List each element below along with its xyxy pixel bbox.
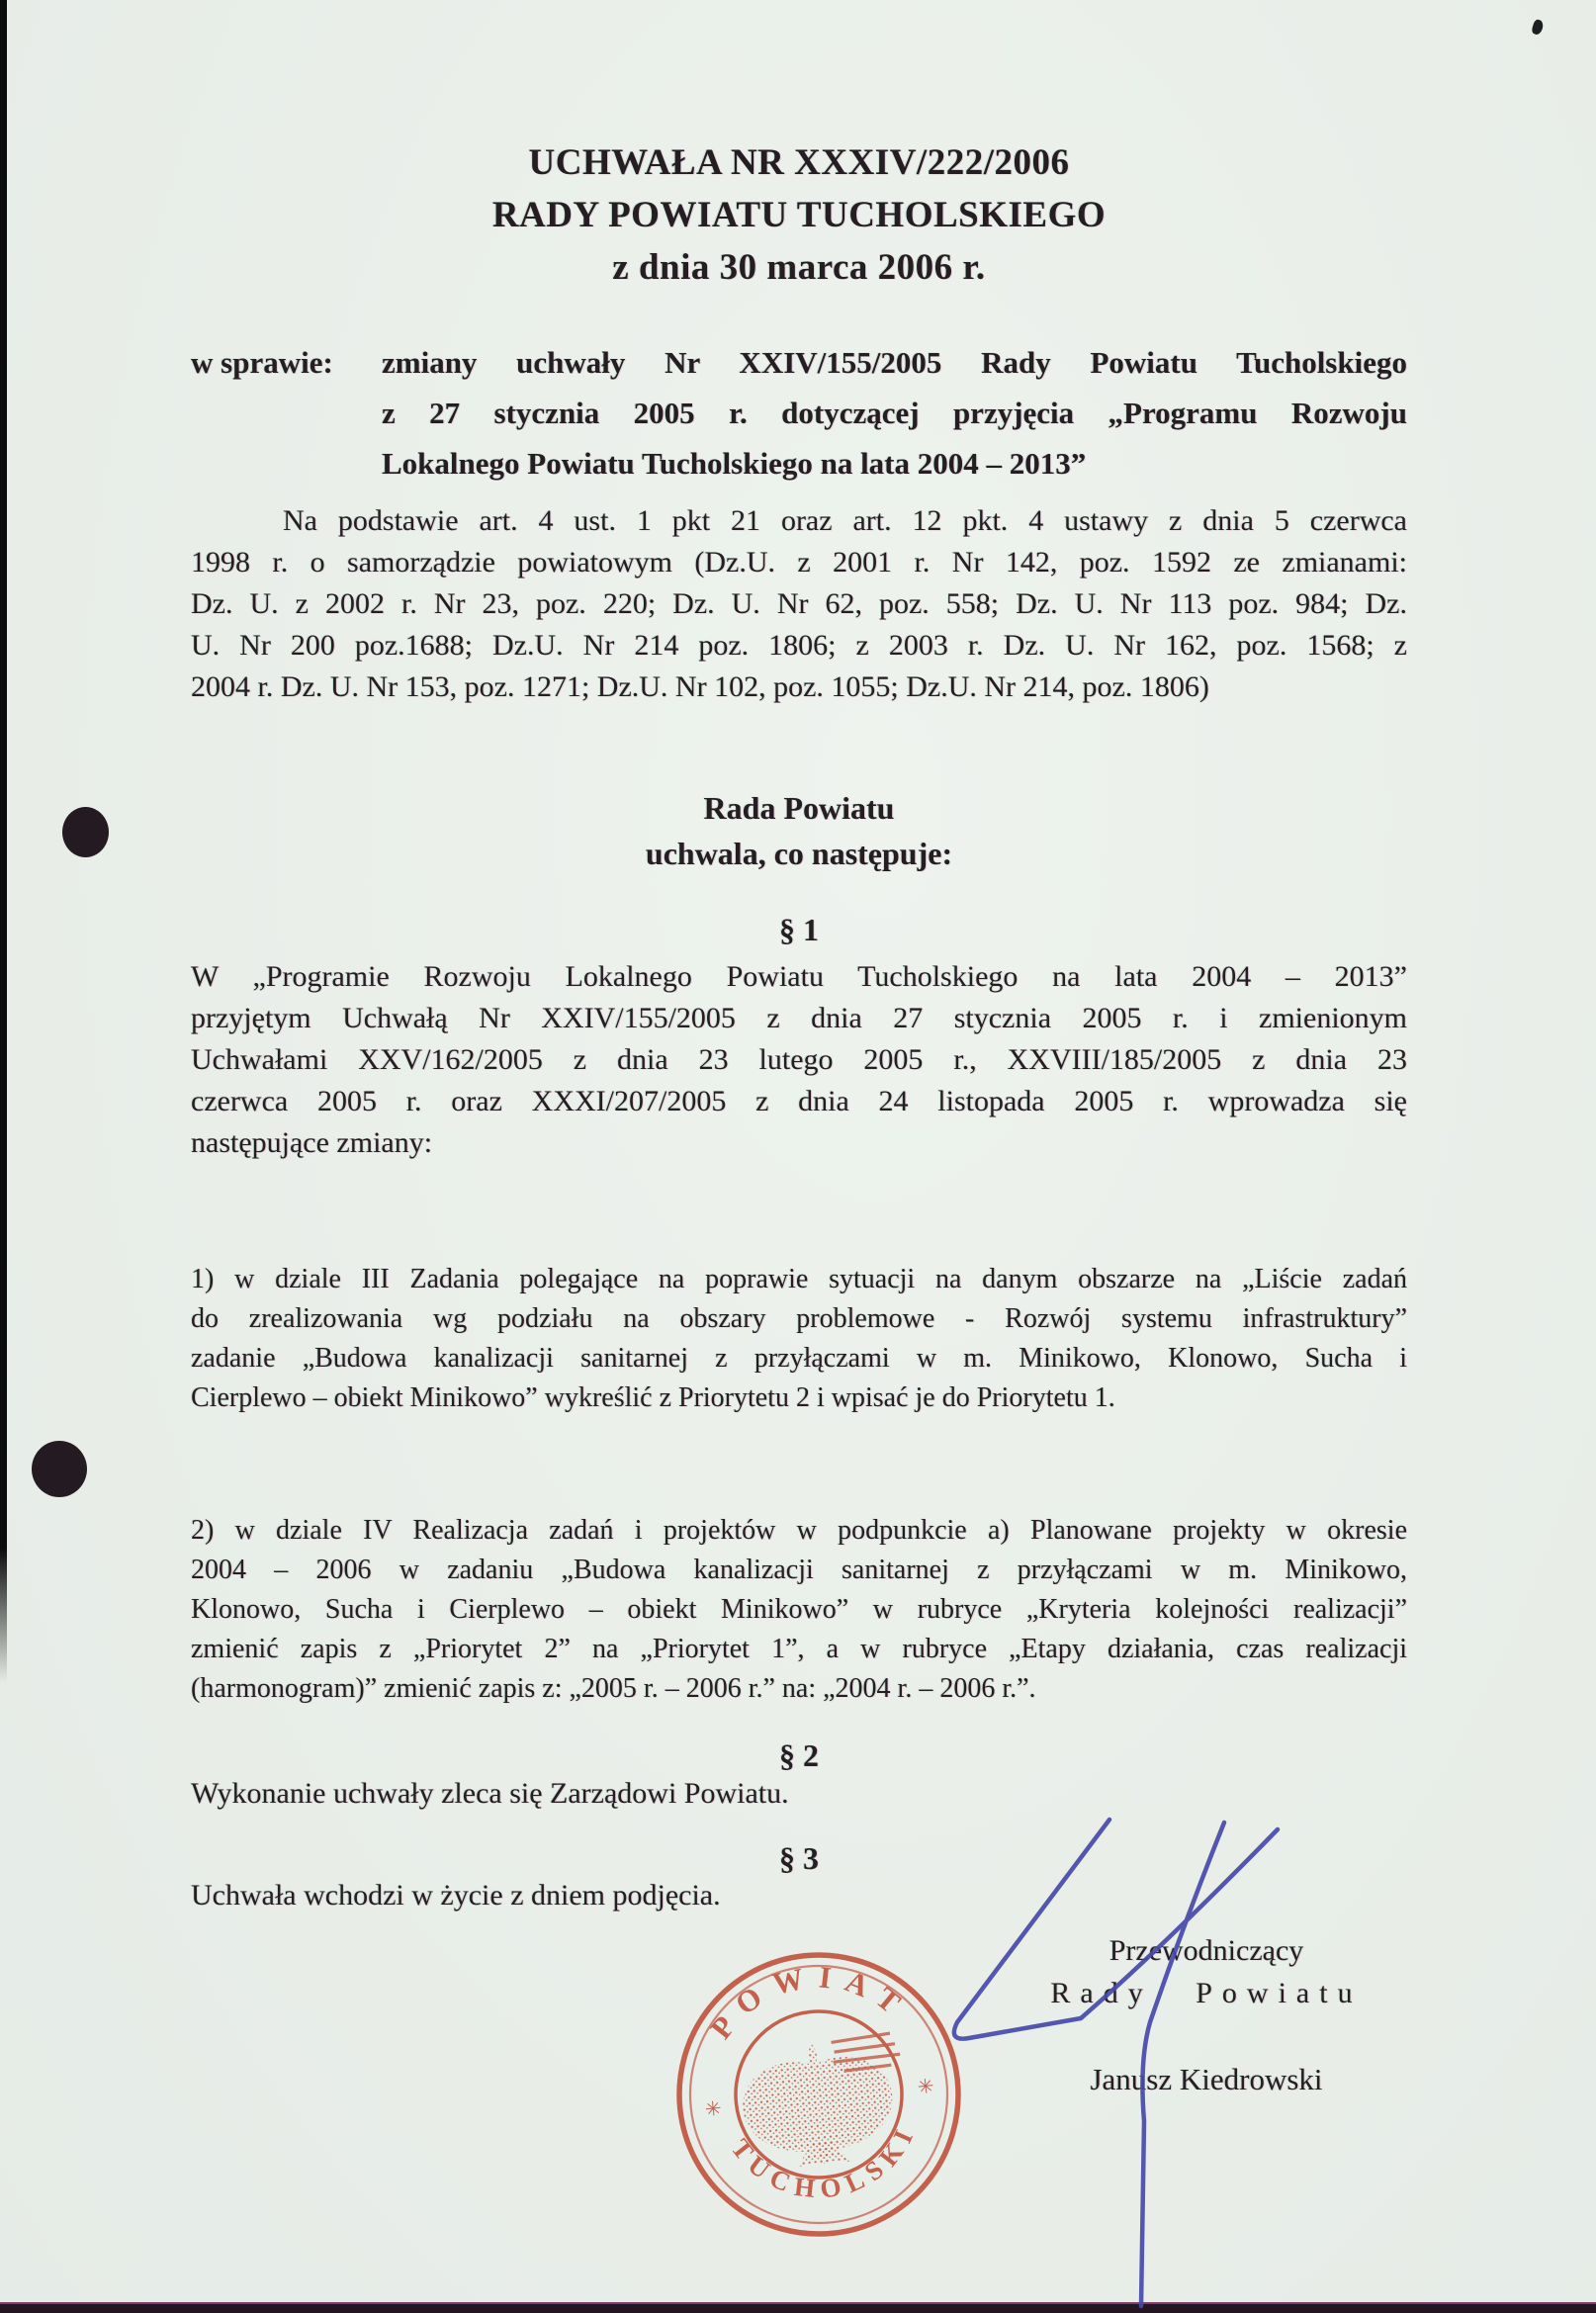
text-line: (harmonogram)” zmienić zapis z: „2005 r. – 2006 r.” na: „2004 r. – 2006 r.”. [191,1673,1036,1704]
text-line: 1) w dziale III Zadania polegające na poprawie sytuacji na danym obszarze na „Liście zadań [191,1264,1407,1294]
text-line: Dz. U. z 2002 r. Nr 23, poz. 220; Dz. U. Nr 62, poz. 558; Dz. U. Nr 113 poz. 984; Dz. [191,587,1407,620]
handwritten-signature [890,1795,1315,2313]
text-line: U. Nr 200 poz.1688; Dz.U. Nr 214 poz. 1806; z 2003 r. Dz. U. Nr 162, poz. 1568; z [191,629,1407,662]
seal-left-star-icon: ✳ [703,2097,723,2122]
seal-bottom-text: TUCHOLSKI [725,2118,923,2204]
text-line: Cierplewo – obiekt Minikowo” wykreślić z Priorytetu 2 i wpisać je do Priorytetu 1. [191,1382,1115,1413]
text-line: zmiany uchwały Nr XXIV/155/2005 Rady Powiatu Tucholskiego [382,345,1407,380]
seal-top-text: POWIAT [703,1958,918,2046]
text-line: z 27 stycznia 2005 r. dotyczącej przyjęcia „Programu Rozwoju [382,396,1407,430]
text-line: z dnia 30 marca 2006 r. [612,247,986,288]
text-line: do zrealizowania wg podziału na obszary problemowe - Rozwój systemu infrastruktury” [191,1303,1407,1334]
section-3-text: Uchwała wchodzi w życie z dniem podjęcia. [191,1879,721,1912]
signatory-role-line1: Przewodniczący [1108,1934,1304,1967]
subject-text [382,337,1407,489]
legal-basis-paragraph [191,500,1407,708]
text-line: Klonowo, Sucha i Cierplewo – obiekt Minikowo” w rubryce „Kryteria kolejności realizacji” [191,1594,1407,1625]
text-line: 2004 r. Dz. U. Nr 153, poz. 1271; Dz.U. Nr 102, poz. 1055; Dz.U. Nr 214, poz. 1806) [191,670,1209,703]
text-line: zadanie „Budowa kanalizacji sanitarnej z przyłączami w m. Minikowo, Klonowo, Sucha i [191,1343,1407,1374]
section-1-heading: § 1 [779,912,819,947]
section-3-heading: § 3 [779,1840,819,1876]
text-line: Na podstawie art. 4 ust. 1 pkt 21 oraz art. 12 pkt. 4 ustawy z dnia 5 czerwca [283,504,1407,537]
section-2-heading: § 2 [779,1737,819,1773]
scan-edge-strip [0,0,7,1683]
scan-bottom-edge [0,2302,1596,2313]
amendment-item-1 [191,1260,1407,1418]
seal-right-star-icon: ✳ [916,2075,935,2099]
scan-speck [1531,19,1545,36]
text-line: Lokalnego Powiatu Tucholskiego na lata 2004 – 2013” [382,446,1087,481]
resolution-title [191,136,1407,294]
signatory-role-line2: Rady Powiatu [1050,1977,1363,2009]
text-line: uchwala, co następuje: [645,836,953,871]
text-line: zmienić zapis z „Priorytet 2” na „Priorytet 1”, a w rubryce „Etapy działania, czas realizacji [191,1634,1407,1664]
text-line: UCHWAŁA NR XXXIV/222/2006 [528,142,1070,183]
signatory-name: Janusz Kiedrowski [1090,2062,1323,2096]
text-line: Rada Powiatu [703,790,895,826]
text-line: przyjętym Uchwałą Nr XXIV/155/2005 z dnia 27 stycznia 2005 r. i zmienionym [191,1002,1407,1034]
enacting-formula [191,785,1407,876]
subject-label: w sprawie: [191,345,333,380]
punch-hole-bottom [32,1441,87,1497]
subject-block [191,337,1407,489]
punch-hole-top [62,807,109,857]
section-1-paragraph [191,956,1407,1164]
text-line: czerwca 2005 r. oraz XXXI/207/2005 z dnia 24 listopada 2005 r. wprowadza się [191,1085,1407,1117]
text-line: 2) w dziale IV Realizacja zadań i projektów w podpunkcie a) Planowane projekty w okresie [191,1515,1407,1546]
section-2-text: Wykonanie uchwały zleca się Zarządowi Powiatu. [191,1777,789,1810]
text-line: W „Programie Rozwoju Lokalnego Powiatu Tucholskiego na lata 2004 – 2013” [191,960,1407,993]
text-line: RADY POWIATU TUCHOLSKIEGO [491,195,1107,235]
text-line: 1998 r. o samorządzie powiatowym (Dz.U. z 2001 r. Nr 142, poz. 1592 ze zmianami: [191,546,1407,578]
text-line: 2004 – 2006 w zadaniu „Budowa kanalizacji sanitarnej z przyłączami w m. Minikowo, [191,1555,1407,1585]
amendment-item-2 [191,1511,1407,1709]
text-line: następujące zmiany: [191,1126,433,1159]
text-line: Uchwałami XXV/162/2005 z dnia 23 lutego 2005 r., XXVIII/185/2005 z dnia 23 [191,1043,1407,1076]
handwritten-signature-icon [890,1795,1315,2313]
